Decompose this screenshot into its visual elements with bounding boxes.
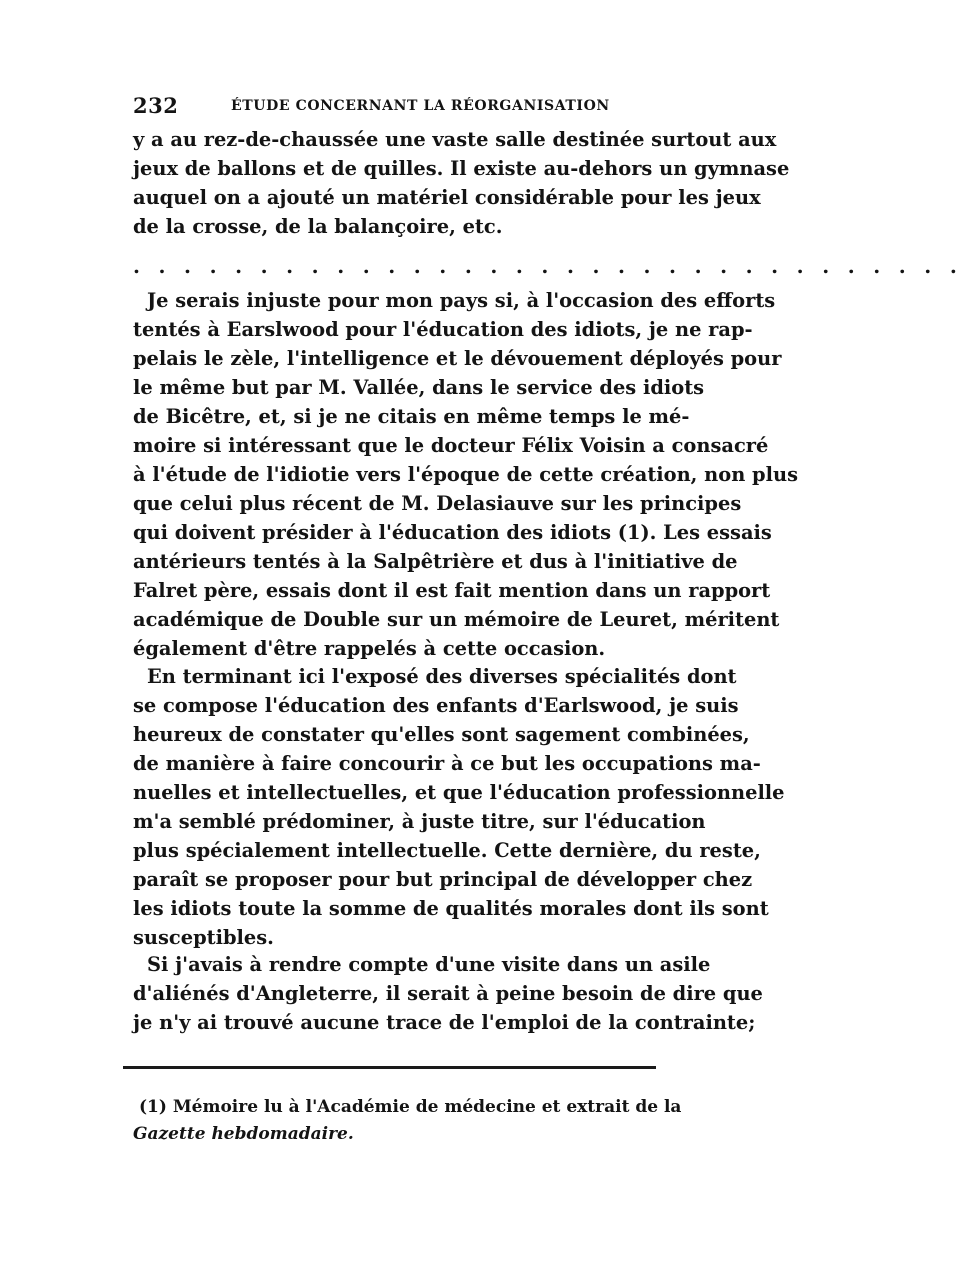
text-line: auquel on a ajouté un matériel considérable pour les jeux	[133, 186, 761, 209]
page-header	[133, 93, 673, 119]
text-line: également d'être rappelés à cette occasion.	[133, 637, 606, 660]
text-line: à l'étude de l'idiotie vers l'époque de cette création, non plus	[133, 463, 798, 486]
text-line: de manière à faire concourir à ce but les occupations ma-	[133, 752, 761, 775]
text-line: de Bicêtre, et, si je ne citais en même temps le mé-	[133, 405, 690, 428]
ellipsis-separator: . . . . . . . . . . . . . . . . . . . . . . . . . . . . . . . . .	[133, 254, 963, 278]
text-line: d'aliénés d'Angleterre, il serait à peine besoin de dire que	[133, 982, 763, 1005]
paragraph-asylum-visit	[133, 950, 763, 1037]
text-line: se compose l'éducation des enfants d'Earlswood, je suis	[133, 694, 739, 717]
text-line: plus spécialement intellectuelle. Cette dernière, du reste,	[133, 839, 761, 862]
text-line: antérieurs tentés à la Salpêtrière et dus à l'initiative de	[133, 550, 738, 573]
footnote-citation: Gazette hebdomadaire.	[133, 1124, 354, 1144]
text-line: je n'y ai trouvé aucune trace de l'emploi de la contrainte;	[133, 1011, 756, 1034]
page-number: 232	[133, 93, 179, 118]
text-line: Je serais injuste pour mon pays si, à l'occasion des efforts	[147, 289, 776, 312]
text-line: que celui plus récent de M. Delasiauve sur les principes	[133, 492, 742, 515]
footnote-rule	[123, 1066, 656, 1069]
text-line: de la crosse, de la balançoire, etc.	[133, 215, 503, 238]
text-line: qui doivent présider à l'éducation des idiots (1). Les essais	[133, 521, 772, 544]
paragraph-continuation	[133, 125, 790, 241]
running-head: ÉTUDE CONCERNANT LA RÉORGANISATION	[231, 98, 610, 114]
text-line: susceptibles.	[133, 926, 274, 949]
text-line: m'a semblé prédominer, à juste titre, sur l'éducation	[133, 810, 706, 833]
text-line: heureux de constater qu'elles sont sagement combinées,	[133, 723, 750, 746]
text-line: nuelles et intellectuelles, et que l'éducation professionnelle	[133, 781, 785, 804]
text-line: le même but par M. Vallée, dans le service des idiots	[133, 376, 705, 399]
footnote	[133, 1094, 682, 1148]
text-line: jeux de ballons et de quilles. Il existe au-dehors un gymnase	[133, 157, 790, 180]
text-line: tentés à Earslwood pour l'éducation des idiots, je ne rap-	[133, 318, 753, 341]
text-line: moire si intéressant que le docteur Félix Voisin a consacré	[133, 434, 769, 457]
text-line: paraît se proposer pour but principal de développer chez	[133, 868, 753, 891]
paragraph-earlswood-tribute	[133, 286, 798, 663]
text-line: les idiots toute la somme de qualités morales dont ils sont	[133, 897, 769, 920]
text-line: y a au rez-de-chaussée une vaste salle destinée surtout aux	[133, 128, 777, 151]
text-line: pelais le zèle, l'intelligence et le dévouement déployés pour	[133, 347, 782, 370]
footnote-line: (1) Mémoire lu à l'Académie de médecine et extrait de la	[139, 1097, 682, 1117]
text-line: Falret père, essais dont il est fait mention dans un rapport	[133, 579, 771, 602]
text-line: académique de Double sur un mémoire de Leuret, méritent	[133, 608, 780, 631]
paragraph-conclusion	[133, 662, 785, 952]
text-line: Si j'avais à rendre compte d'une visite dans un asile	[147, 953, 711, 976]
text-line: En terminant ici l'exposé des diverses spécialités dont	[147, 665, 737, 688]
